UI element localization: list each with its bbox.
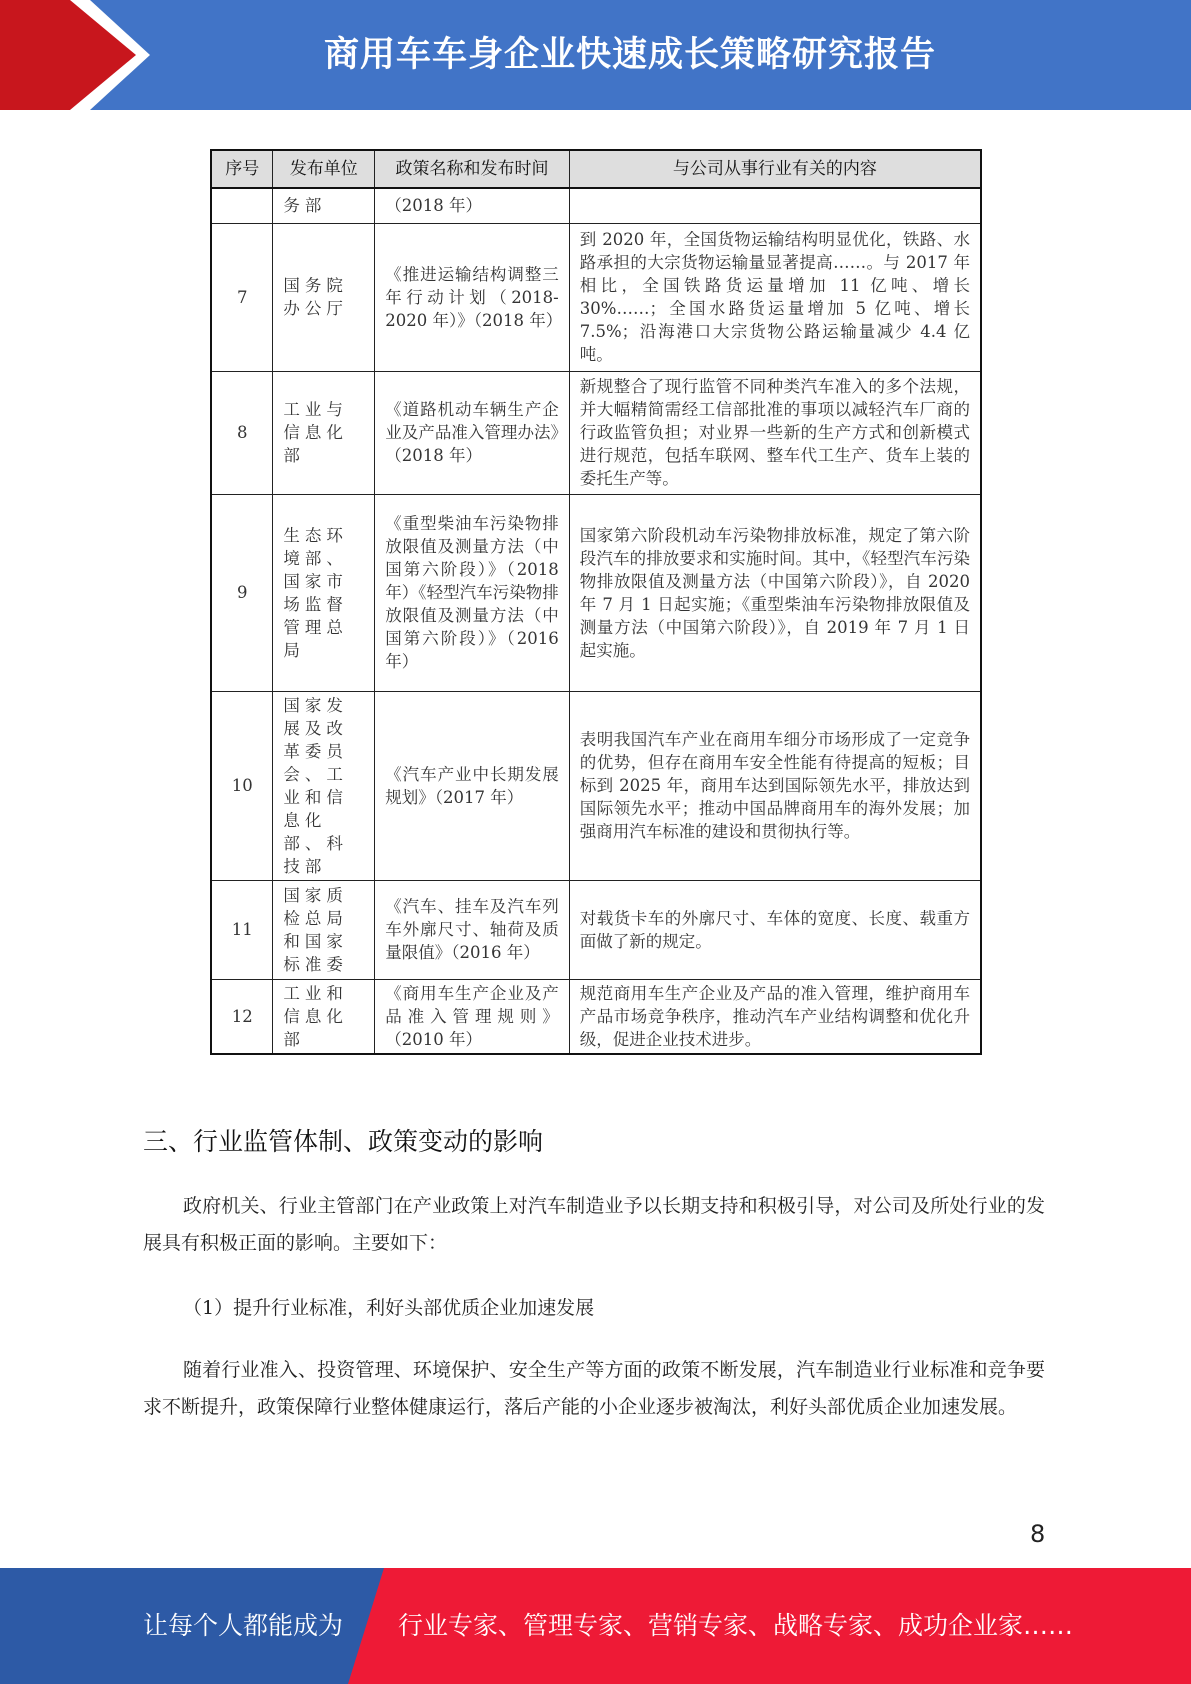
cell-content: 新规整合了现行监管不同种类汽车准入的多个法规，并大幅精简需经工信部批准的事项以减轻汽车厂商的行政监管负担；对业界一些新的生产方式和创新模式进行规范，包括车联网、整车代工生产、货车上装的委托生产等。 — [569, 371, 981, 494]
cell-policy: （2018 年） — [375, 188, 570, 223]
table-row — [211, 691, 981, 880]
cell-content: 到 2020 年，全国货物运输结构明显优化，铁路、水路承担的大宗货物运输量显著提高……。与 2017 年相比，全国铁路货运量增加 11 亿吨、增长 30%……；全国水路货运量增加 5 亿吨、增长 7.5%；沿海港口大宗货物公路运输量减少 4.4 亿吨。 — [569, 223, 981, 371]
cell-content — [569, 188, 981, 223]
cell-unit: 工业和信息化部 — [273, 979, 375, 1054]
table-row — [211, 880, 981, 979]
page-header — [0, 0, 1191, 110]
cell-unit: 国家发展及改革委员会、工业和信息化部、科技部 — [273, 691, 375, 880]
sub-heading: （1）提升行业标准，利好头部优质企业加速发展 — [183, 1297, 595, 1319]
body-paragraph: 政府机关、行业主管部门在产业政策上对汽车制造业予以长期支持和积极引导，对公司及所处行业的发展具有积极正面的影响。主要如下： — [143, 1195, 1045, 1254]
cell-policy: 《推进运输结构调整三年行动计划（2018-2020 年）》（2018 年） — [375, 223, 570, 371]
cell-no: 12 — [211, 979, 273, 1054]
header-policy: 政策名称和发布时间 — [375, 150, 570, 188]
body-paragraph: 随着行业准入、投资管理、环境保护、安全生产等方面的政策不断发展，汽车制造业行业标准和竞争要求不断提升，政策保障行业整体健康运行，落后产能的小企业逐步被淘汰，利好头部优质企业加速发展。 — [143, 1359, 1045, 1418]
page-footer — [0, 1568, 1191, 1684]
policy-table — [210, 149, 982, 1055]
cell-content: 表明我国汽车产业在商用车细分市场形成了一定竞争的优势，但存在商用车安全性能有待提高的短板；目标到 2025 年，商用车达到国际领先水平，排放达到国际领先水平；推动中国品牌商用车的海外发展；加强商用汽车标准的建设和贯彻执行等。 — [569, 691, 981, 880]
table-row — [211, 494, 981, 691]
cell-content: 规范商用车生产企业及产品的准入管理，维护商用车产品市场竞争秩序，推动汽车产业结构调整和优化升级，促进企业技术进步。 — [569, 979, 981, 1054]
header-content: 与公司从事行业有关的内容 — [569, 150, 981, 188]
cell-policy: 《汽车、挂车及汽车列车外廓尺寸、轴荷及质量限值》（2016 年） — [375, 880, 570, 979]
cell-policy: 《汽车产业中长期发展规划》（2017 年） — [375, 691, 570, 880]
cell-no: 10 — [211, 691, 273, 880]
cell-no: 9 — [211, 494, 273, 691]
cell-no: 8 — [211, 371, 273, 494]
cell-no: 11 — [211, 880, 273, 979]
footer-slogan-right: 行业专家、管理专家、营销专家、战略专家、成功企业家…… — [398, 1611, 1074, 1640]
cell-policy: 《道路机动车辆生产企业及产品准入管理办法》（2018 年） — [375, 371, 570, 494]
table-row — [211, 979, 981, 1054]
cell-no — [211, 188, 273, 223]
header-no: 序号 — [211, 150, 273, 188]
table-row — [211, 371, 981, 494]
cell-policy: 《商用车生产企业及产品准入管理规则》（2010 年） — [375, 979, 570, 1054]
page-number: 8 — [1030, 1520, 1046, 1548]
cell-no: 7 — [211, 223, 273, 371]
report-title: 商用车车身企业快速成长策略研究报告 — [323, 35, 936, 75]
header-chevron-icon — [0, 0, 136, 110]
table-row — [211, 223, 981, 371]
table-row — [211, 188, 981, 223]
cell-unit: 务部 — [273, 188, 375, 223]
section-heading: 三、行业监管体制、政策变动的影响 — [143, 1127, 544, 1156]
cell-policy: 《重型柴油车污染物排放限值及测量方法（中国第六阶段）》（2018 年）《轻型汽车污染物排放限值及测量方法（中国第六阶段）》（2016 年） — [375, 494, 570, 691]
cell-unit: 生态环境部、国家市场监督管理总局 — [273, 494, 375, 691]
cell-unit: 工业与信息化部 — [273, 371, 375, 494]
cell-content: 对载货卡车的外廓尺寸、车体的宽度、长度、载重方面做了新的规定。 — [569, 880, 981, 979]
policy-table-container — [210, 149, 982, 1055]
footer-slogan-left: 让每个人都能成为 — [143, 1611, 344, 1640]
cell-unit: 国务院办公厅 — [273, 223, 375, 371]
table-header-row — [211, 150, 981, 188]
cell-content: 国家第六阶段机动车污染物排放标准，规定了第六阶段汽车的排放要求和实施时间。其中，《轻型汽车污染物排放限值及测量方法（中国第六阶段）》，自 2020 年 7 月 1 日起实施；《重型柴油车污染物排放限值及测量方法（中国第六阶段）》，自 2019 年 7 月 1 日起实施。 — [569, 494, 981, 691]
cell-unit: 国家质检总局和国家标准委 — [273, 880, 375, 979]
header-unit: 发布单位 — [273, 150, 375, 188]
